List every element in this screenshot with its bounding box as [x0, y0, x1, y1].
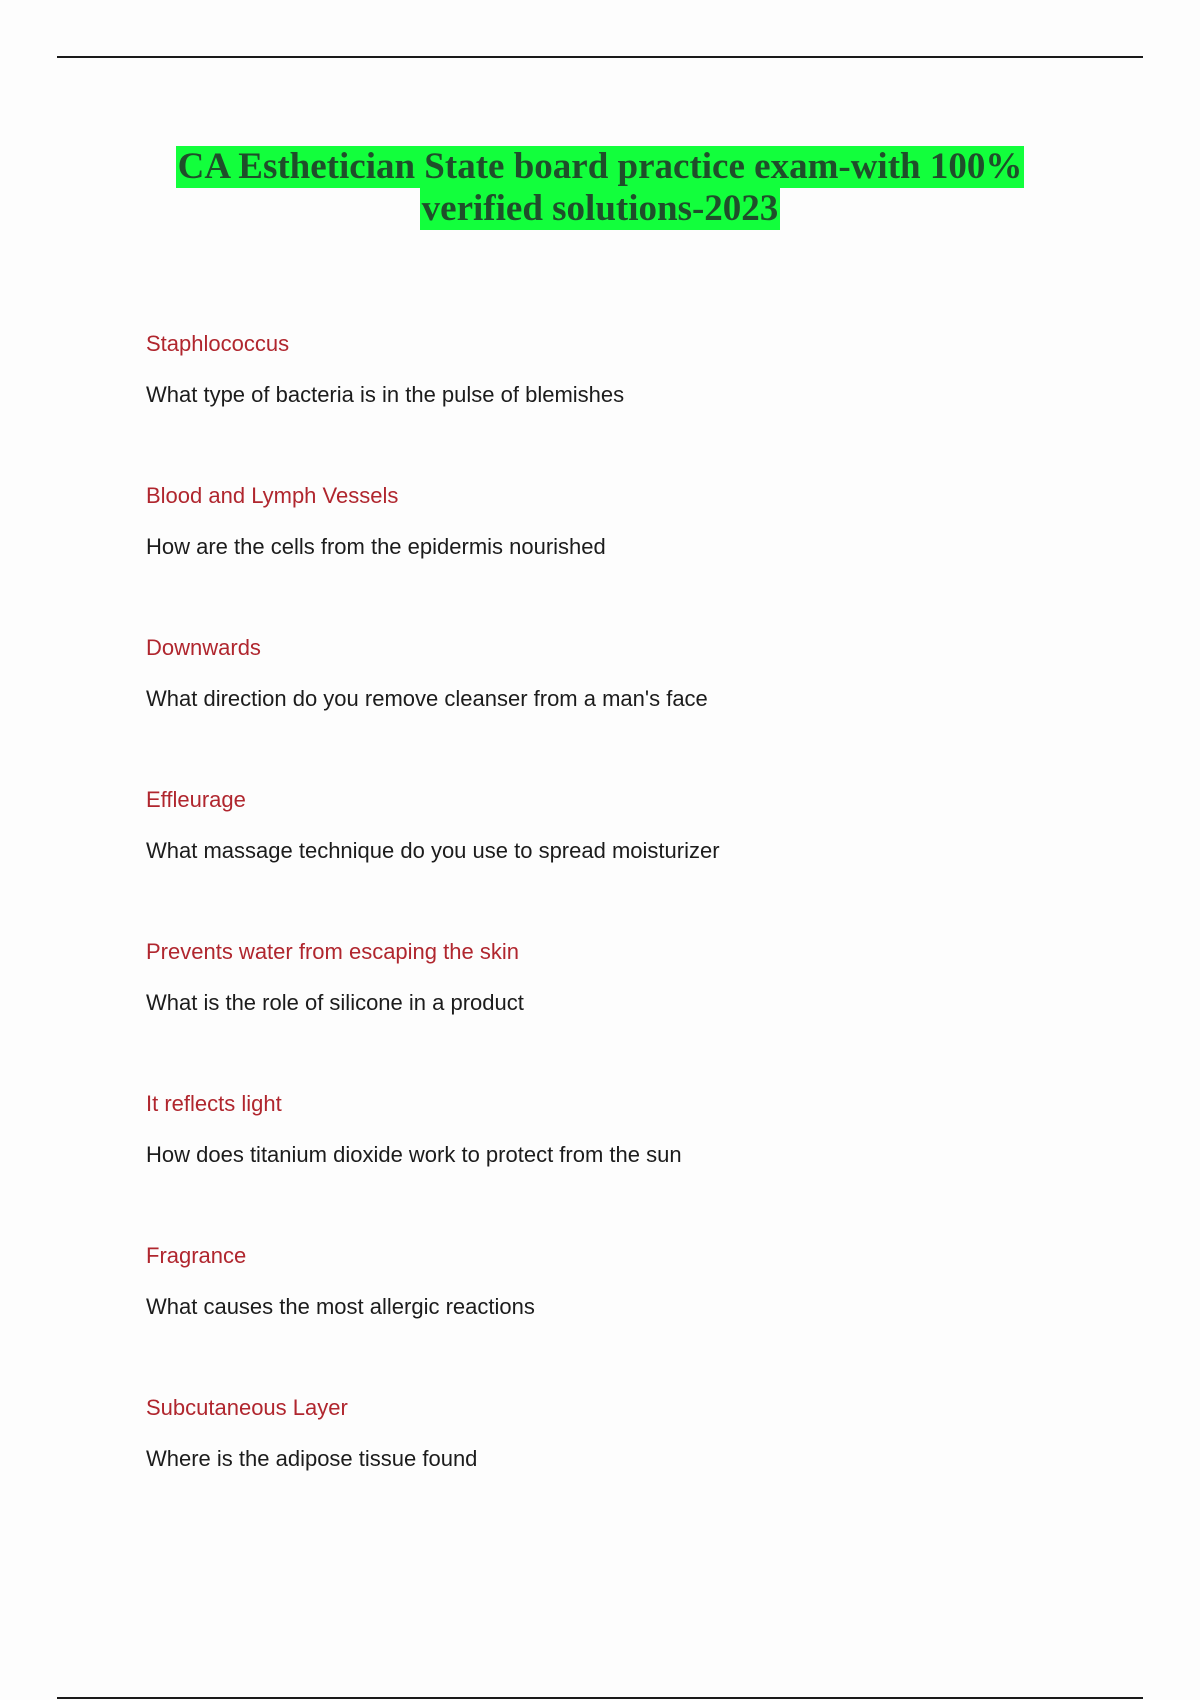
question-text: What is the role of silicone in a product	[146, 990, 524, 1015]
answer-text: Staphlococcus	[146, 331, 290, 356]
qa-item	[146, 938, 1086, 1090]
qa-item	[146, 786, 1086, 938]
question-text: What causes the most allergic reactions	[146, 1294, 535, 1319]
top-rule	[57, 56, 1143, 58]
question-text: Where is the adipose tissue found	[146, 1446, 478, 1471]
answer-text: Prevents water from escaping the skin	[146, 939, 519, 964]
answer-text: It reflects light	[146, 1091, 282, 1116]
answer-text: Downwards	[146, 635, 261, 660]
title-line-2: verified solutions-2023	[421, 188, 779, 229]
answer-text: Effleurage	[146, 787, 246, 812]
bottom-rule	[57, 1697, 1143, 1699]
question-text: What direction do you remove cleanser from a man's face	[146, 686, 708, 711]
question-text: What massage technique do you use to spread moisturizer	[146, 838, 720, 863]
qa-item	[146, 1242, 1086, 1394]
answer-text: Subcutaneous Layer	[146, 1395, 348, 1420]
answer-text: Blood and Lymph Vessels	[146, 483, 399, 508]
question-text: How does titanium dioxide work to protect from the sun	[146, 1142, 682, 1167]
document-title	[100, 146, 1100, 230]
answer-text: Fragrance	[146, 1243, 247, 1268]
qa-item	[146, 1090, 1086, 1242]
qa-item	[146, 1394, 1086, 1546]
qa-list	[146, 330, 1086, 1546]
question-text: What type of bacteria is in the pulse of blemishes	[146, 382, 625, 407]
qa-item	[146, 330, 1086, 482]
question-text: How are the cells from the epidermis nourished	[146, 534, 606, 559]
qa-item	[146, 634, 1086, 786]
qa-item	[146, 482, 1086, 634]
title-line-1: CA Esthetician State board practice exam-with 100%	[177, 146, 1023, 187]
